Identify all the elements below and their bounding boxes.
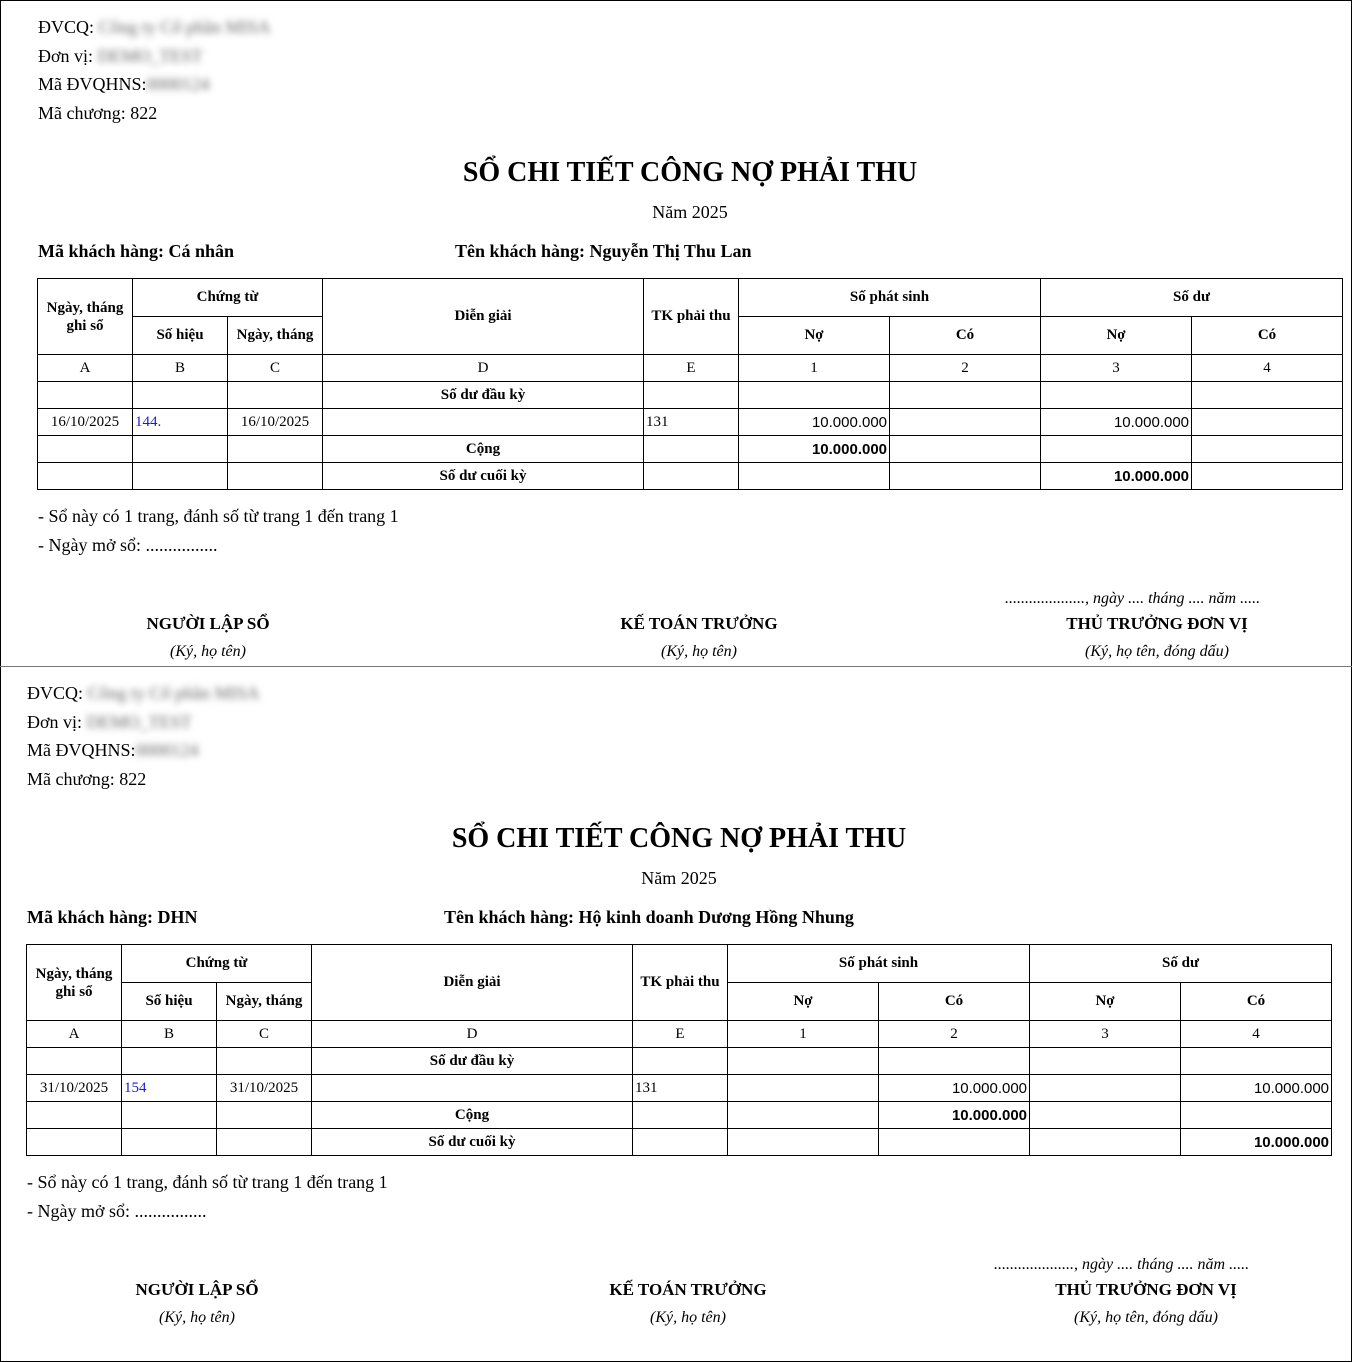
ma-dvqhns-line — [38, 74, 210, 95]
index-cell: 3 — [1041, 355, 1192, 382]
header-voucher-date: Ngày, tháng — [217, 983, 312, 1021]
donvi-line — [27, 712, 192, 733]
index-cell: D — [312, 1021, 633, 1048]
index-cell: C — [217, 1021, 312, 1048]
signer-preparer-title: NGƯỜI LẬP SỔ — [135, 1280, 259, 1299]
customer-name: Tên khách hàng: Nguyễn Thị Thu Lan — [455, 241, 752, 261]
index-cell: C — [228, 355, 323, 382]
dvcq-value: Công ty Cổ phần MISA — [98, 17, 271, 37]
header-date: Ngày, tháng ghi sổ — [38, 279, 133, 355]
closing-balance-row — [38, 463, 1343, 490]
signer-chief-accountant-note: (Ký, họ tên) — [661, 643, 737, 660]
index-row — [27, 1021, 1332, 1048]
dvcq-line — [27, 683, 260, 704]
row-voucher-date: 31/10/2025 — [217, 1075, 312, 1102]
total-label: Cộng — [312, 1102, 633, 1129]
row-arising-credit: 10.000.000 — [879, 1075, 1030, 1102]
donvi-value: DEMO_TEST — [97, 46, 203, 66]
dvcq-value: Công ty Cổ phần MISA — [87, 683, 260, 703]
header-description: Diễn giải — [312, 945, 633, 1021]
donvi-label: Đơn vị: — [27, 712, 83, 732]
date-line: ...................., ngày .... tháng .... năm ..... — [994, 1256, 1250, 1273]
signer-preparer-note: (Ký, họ tên) — [170, 643, 246, 660]
header-balance-credit: Có — [1192, 317, 1343, 355]
row-balance-credit: 10.000.000 — [1181, 1075, 1332, 1102]
row-description — [312, 1075, 633, 1102]
note-pages: - Sổ này có 1 trang, đánh số từ trang 1 đến trang 1 — [27, 1172, 388, 1192]
customer-code: Mã khách hàng: Cá nhân — [38, 241, 235, 261]
header-arising: Số phát sinh — [739, 279, 1041, 317]
header-arising-credit: Có — [879, 983, 1030, 1021]
header-voucher-no: Số hiệu — [122, 983, 217, 1021]
row-balance-debit — [1030, 1075, 1181, 1102]
total-row — [27, 1102, 1332, 1129]
dvcq-label: ĐVCQ: — [38, 17, 95, 37]
index-row — [38, 355, 1343, 382]
closing-credit — [1192, 463, 1343, 490]
header-account: TK phải thu — [633, 945, 728, 1021]
ledger-table — [37, 278, 1343, 490]
row-voucher-link[interactable]: 154 — [122, 1075, 217, 1102]
opening-balance-row — [38, 382, 1343, 409]
closing-credit: 10.000.000 — [1181, 1129, 1332, 1156]
donvi-line — [38, 46, 203, 67]
date-line: ...................., ngày .... tháng .... năm ..... — [1005, 590, 1261, 607]
index-cell: B — [122, 1021, 217, 1048]
index-cell: 3 — [1030, 1021, 1181, 1048]
header-arising-debit: Nợ — [728, 983, 879, 1021]
document-title: SỔ CHI TIẾT CÔNG NỢ PHẢI THU — [451, 823, 907, 854]
closing-debit: 10.000.000 — [1041, 463, 1192, 490]
total-debit — [728, 1102, 879, 1129]
header-arising: Số phát sinh — [728, 945, 1030, 983]
document-separator — [0, 666, 1352, 667]
row-arising-credit — [890, 409, 1041, 436]
opening-balance-row — [27, 1048, 1332, 1075]
header-voucher: Chứng từ — [133, 279, 323, 317]
closing-balance-row — [27, 1129, 1332, 1156]
signer-head-note: (Ký, họ tên, đóng dấu) — [1085, 643, 1229, 660]
document-year: Năm 2025 — [652, 202, 728, 222]
table-row — [27, 1075, 1332, 1102]
dvcq-label: ĐVCQ: — [27, 683, 84, 703]
row-voucher-link[interactable]: 144. — [133, 409, 228, 436]
header-balance: Số dư — [1030, 945, 1332, 983]
index-cell: 1 — [739, 355, 890, 382]
total-row — [38, 436, 1343, 463]
opening-balance-label: Số dư đầu kỳ — [312, 1048, 633, 1075]
signer-chief-accountant-title: KẾ TOÁN TRƯỞNG — [620, 614, 778, 633]
signer-head-title: THỦ TRƯỞNG ĐƠN VỊ — [1055, 1280, 1237, 1299]
total-credit — [890, 436, 1041, 463]
signer-preparer-title: NGƯỜI LẬP SỔ — [146, 614, 270, 633]
note-open-date: - Ngày mở sổ: ................ — [38, 535, 218, 555]
total-credit: 10.000.000 — [879, 1102, 1030, 1129]
row-balance-credit — [1192, 409, 1343, 436]
index-cell: 2 — [879, 1021, 1030, 1048]
ma-dvqhns-label: Mã ĐVQHNS: — [38, 74, 147, 94]
header-balance-credit: Có — [1181, 983, 1332, 1021]
closing-debit — [1030, 1129, 1181, 1156]
closing-balance-label: Số dư cuối kỳ — [312, 1129, 633, 1156]
header-arising-credit: Có — [890, 317, 1041, 355]
header-voucher-no: Số hiệu — [133, 317, 228, 355]
row-description — [323, 409, 644, 436]
document-title: SỔ CHI TIẾT CÔNG NỢ PHẢI THU — [462, 157, 918, 188]
header-description: Diễn giải — [323, 279, 644, 355]
index-cell: B — [133, 355, 228, 382]
opening-balance-label: Số dư đầu kỳ — [323, 382, 644, 409]
ledger-table — [26, 944, 1332, 1156]
header-date: Ngày, tháng ghi sổ — [27, 945, 122, 1021]
index-cell: A — [27, 1021, 122, 1048]
header-balance-debit: Nợ — [1041, 317, 1192, 355]
note-open-date: - Ngày mở sổ: ................ — [27, 1201, 207, 1221]
index-cell: 1 — [728, 1021, 879, 1048]
closing-balance-label: Số dư cuối kỳ — [323, 463, 644, 490]
header-account: TK phải thu — [644, 279, 739, 355]
header-balance-debit: Nợ — [1030, 983, 1181, 1021]
index-cell: D — [323, 355, 644, 382]
ma-chuong: Mã chương: 822 — [38, 103, 158, 123]
dvcq-line — [38, 17, 271, 38]
index-cell: 2 — [890, 355, 1041, 382]
ma-dvqhns-value: 0000124 — [146, 74, 210, 94]
customer-code: Mã khách hàng: DHN — [27, 907, 198, 927]
donvi-value: DEMO_TEST — [86, 712, 192, 732]
ma-dvqhns-value: 0000124 — [135, 740, 199, 760]
row-account: 131 — [644, 409, 739, 436]
index-cell: A — [38, 355, 133, 382]
header-arising-debit: Nợ — [739, 317, 890, 355]
row-arising-debit: 10.000.000 — [739, 409, 890, 436]
index-cell: E — [644, 355, 739, 382]
customer-name: Tên khách hàng: Hộ kinh doanh Dương Hồng Nhung — [444, 907, 854, 927]
row-arising-debit — [728, 1075, 879, 1102]
table-row — [38, 409, 1343, 436]
document-year: Năm 2025 — [641, 868, 717, 888]
signer-chief-accountant-note: (Ký, họ tên) — [650, 1309, 726, 1326]
total-label: Cộng — [323, 436, 644, 463]
index-cell: 4 — [1181, 1021, 1332, 1048]
row-balance-debit: 10.000.000 — [1041, 409, 1192, 436]
row-account: 131 — [633, 1075, 728, 1102]
header-voucher: Chứng từ — [122, 945, 312, 983]
signer-chief-accountant-title: KẾ TOÁN TRƯỞNG — [609, 1280, 767, 1299]
header-voucher-date: Ngày, tháng — [228, 317, 323, 355]
donvi-label: Đơn vị: — [38, 46, 94, 66]
header-balance: Số dư — [1041, 279, 1343, 317]
index-cell: 4 — [1192, 355, 1343, 382]
index-cell: E — [633, 1021, 728, 1048]
ma-dvqhns-label: Mã ĐVQHNS: — [27, 740, 136, 760]
total-debit: 10.000.000 — [739, 436, 890, 463]
ma-dvqhns-line — [27, 740, 199, 761]
row-voucher-date: 16/10/2025 — [228, 409, 323, 436]
signer-head-title: THỦ TRƯỞNG ĐƠN VỊ — [1066, 614, 1248, 633]
row-date: 16/10/2025 — [38, 409, 133, 436]
signer-head-note: (Ký, họ tên, đóng dấu) — [1074, 1309, 1218, 1326]
ma-chuong: Mã chương: 822 — [27, 769, 147, 789]
note-pages: - Sổ này có 1 trang, đánh số từ trang 1 đến trang 1 — [38, 506, 399, 526]
signer-preparer-note: (Ký, họ tên) — [159, 1309, 235, 1326]
row-date: 31/10/2025 — [27, 1075, 122, 1102]
